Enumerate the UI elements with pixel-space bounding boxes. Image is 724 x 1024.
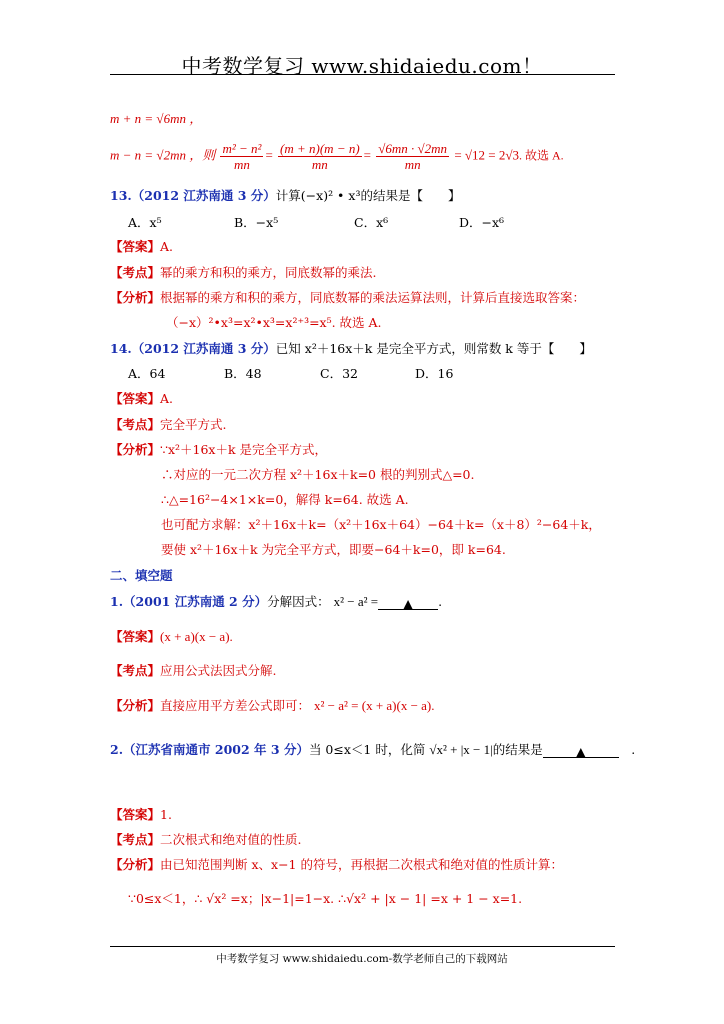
f1-stem: 分解因式： bbox=[267, 594, 330, 609]
f2-fenxi: 【分析】由已知范围判断 x、x−1 的符号，再根据二次根式和绝对值的性质计算： bbox=[110, 857, 563, 872]
q14-label: 14.（2012 江苏南通 3 分） bbox=[110, 341, 276, 356]
f2-kaodian: 【考点】二次根式和绝对值的性质. bbox=[110, 832, 302, 847]
f1-answer: 【答案】(x + a)(x − a). bbox=[110, 629, 233, 644]
f2-stem: 当 0≤x＜1 时，化简 bbox=[308, 742, 426, 757]
q13-option-c: C．x⁶ bbox=[354, 215, 389, 230]
q14-kaodian: 【考点】完全平方式. bbox=[110, 417, 227, 432]
f1-expr: x² − a² = bbox=[333, 594, 379, 609]
q13-label: 13.（2012 江苏南通 3 分） bbox=[110, 188, 276, 203]
q13-option-b: B．−x⁵ bbox=[234, 215, 279, 230]
page-footer: 中考数学复习 www.shidaiedu.com-数学老师自己的下载网站 bbox=[216, 953, 508, 965]
section-title-fill-in: 二、填空题 bbox=[110, 568, 173, 583]
footer-divider bbox=[110, 946, 615, 947]
prev-solution-eq2: m − n = √2mn ，则 $\frac{\text{m² − n²}}{mn}$ = $\frac{(m + n)(m - n)}{mn}$ = $\frac{√6mn \cdot √2mn}{mn}$ = √12 = 2√3. 故选 A. bbox=[110, 141, 564, 172]
f2-label: 2.（江苏省南通市 2002 年 3 分） bbox=[110, 742, 309, 757]
fraction-1: $\frac{\text{m² − n²}}{mn}$ bbox=[222, 141, 262, 172]
f2-expr: √x² + |x − 1| bbox=[429, 742, 493, 757]
q14-option-c: C．32 bbox=[320, 366, 358, 381]
page-header-title: 中考数学复习 www.shidaiedu.com！ bbox=[181, 54, 543, 78]
q14-stem: 已知 x²＋16x＋k 是完全平方式，则常数 k 等于【 】 bbox=[275, 341, 592, 356]
q14-fenxi-line2: ∴对应的一元二次方程 x²＋16x＋k=0 根的判别式△=0. bbox=[161, 467, 475, 482]
f2-fenxi-line2: ∵0≤x＜1，∴ √x² =x；|x−1|=1−x. ∴√x² + |x − 1| =x + 1 − x=1. bbox=[128, 891, 523, 906]
f1-answer-blank: ▲ bbox=[378, 596, 438, 610]
q14-fenxi: 【分析】∵x²＋16x＋k 是完全平方式， bbox=[110, 442, 328, 457]
q13-stem-line bbox=[110, 186, 460, 204]
q14-fenxi-line4: 也可配方求解：x²＋16x＋k=（x²＋16x＋64）−64＋k=（x＋8）²−64＋k， bbox=[161, 517, 601, 532]
q14-stem-line bbox=[110, 339, 592, 357]
q14-fenxi-line3: ∴△=16²−4×1×k=0，解得 k=64. 故选 A. bbox=[161, 492, 409, 507]
q14-fenxi-line5: 要使 x²＋16x＋k 为完全平方式，即要−64＋k=0，即 k=64. bbox=[161, 542, 506, 557]
f2-stem-line: 2.（江苏省南通市 2002 年 3 分）当 0≤x＜1 时，化简 √x² + |x − 1|的结果是 ▲ . bbox=[110, 742, 636, 759]
eq2-end: . 故选 A. bbox=[519, 148, 564, 163]
header-divider bbox=[110, 74, 615, 75]
q13-stem: 计算(−x)² • x³的结果是【 】 bbox=[275, 188, 461, 203]
q13-kaodian: 【考点】幂的乘方和积的乘方，同底数幂的乘法. bbox=[110, 265, 377, 280]
q14-option-d: D．16 bbox=[415, 366, 454, 381]
q14-option-a: A．64 bbox=[128, 366, 166, 381]
q14-option-b: B．48 bbox=[224, 366, 262, 381]
eq2-tail: = √12 = 2√3 bbox=[454, 147, 519, 163]
prev-solution-eq1: m + n = √6mn ， bbox=[110, 111, 203, 126]
f2-answer: 【答案】1. bbox=[110, 807, 172, 822]
q13-answer: 【答案】A. bbox=[110, 239, 174, 254]
f1-fenxi-expr: x² − a² = (x + a)(x − a). bbox=[314, 698, 435, 713]
fraction-2: $\frac{(m + n)(m - n)}{mn}$ bbox=[280, 141, 360, 172]
fraction-3: $\frac{√6mn \cdot √2mn}{mn}$ bbox=[378, 141, 448, 172]
q13-fenxi: 【分析】根据幂的乘方和积的乘方，同底数幂的乘法运算法则，计算后直接选取答案： bbox=[110, 290, 586, 305]
f1-kaodian: 【考点】应用公式法因式分解. bbox=[110, 663, 277, 678]
f1-label: 1.（2001 江苏南通 2 分） bbox=[110, 594, 268, 609]
f2-stem2: 的结果是 bbox=[492, 742, 543, 757]
q13-option-d: D．−x⁶ bbox=[459, 215, 505, 230]
f2-answer-blank: ▲ bbox=[543, 744, 619, 758]
eq2-lhs: m − n = √2mn ，则 bbox=[110, 147, 216, 163]
q13-fenxi-line2: （−x）²•x³=x²•x³=x²⁺³=x⁵. 故选 A. bbox=[166, 315, 382, 330]
q13-option-a: A．x⁵ bbox=[128, 215, 162, 230]
f1-fenxi: 【分析】直接应用平方差公式即可： x² − a² = (x + a)(x − a). bbox=[110, 698, 435, 713]
q14-answer: 【答案】A. bbox=[110, 391, 174, 406]
f1-stem-line: 1.（2001 江苏南通 2 分）分解因式： x² − a² = ▲ . bbox=[110, 594, 443, 611]
